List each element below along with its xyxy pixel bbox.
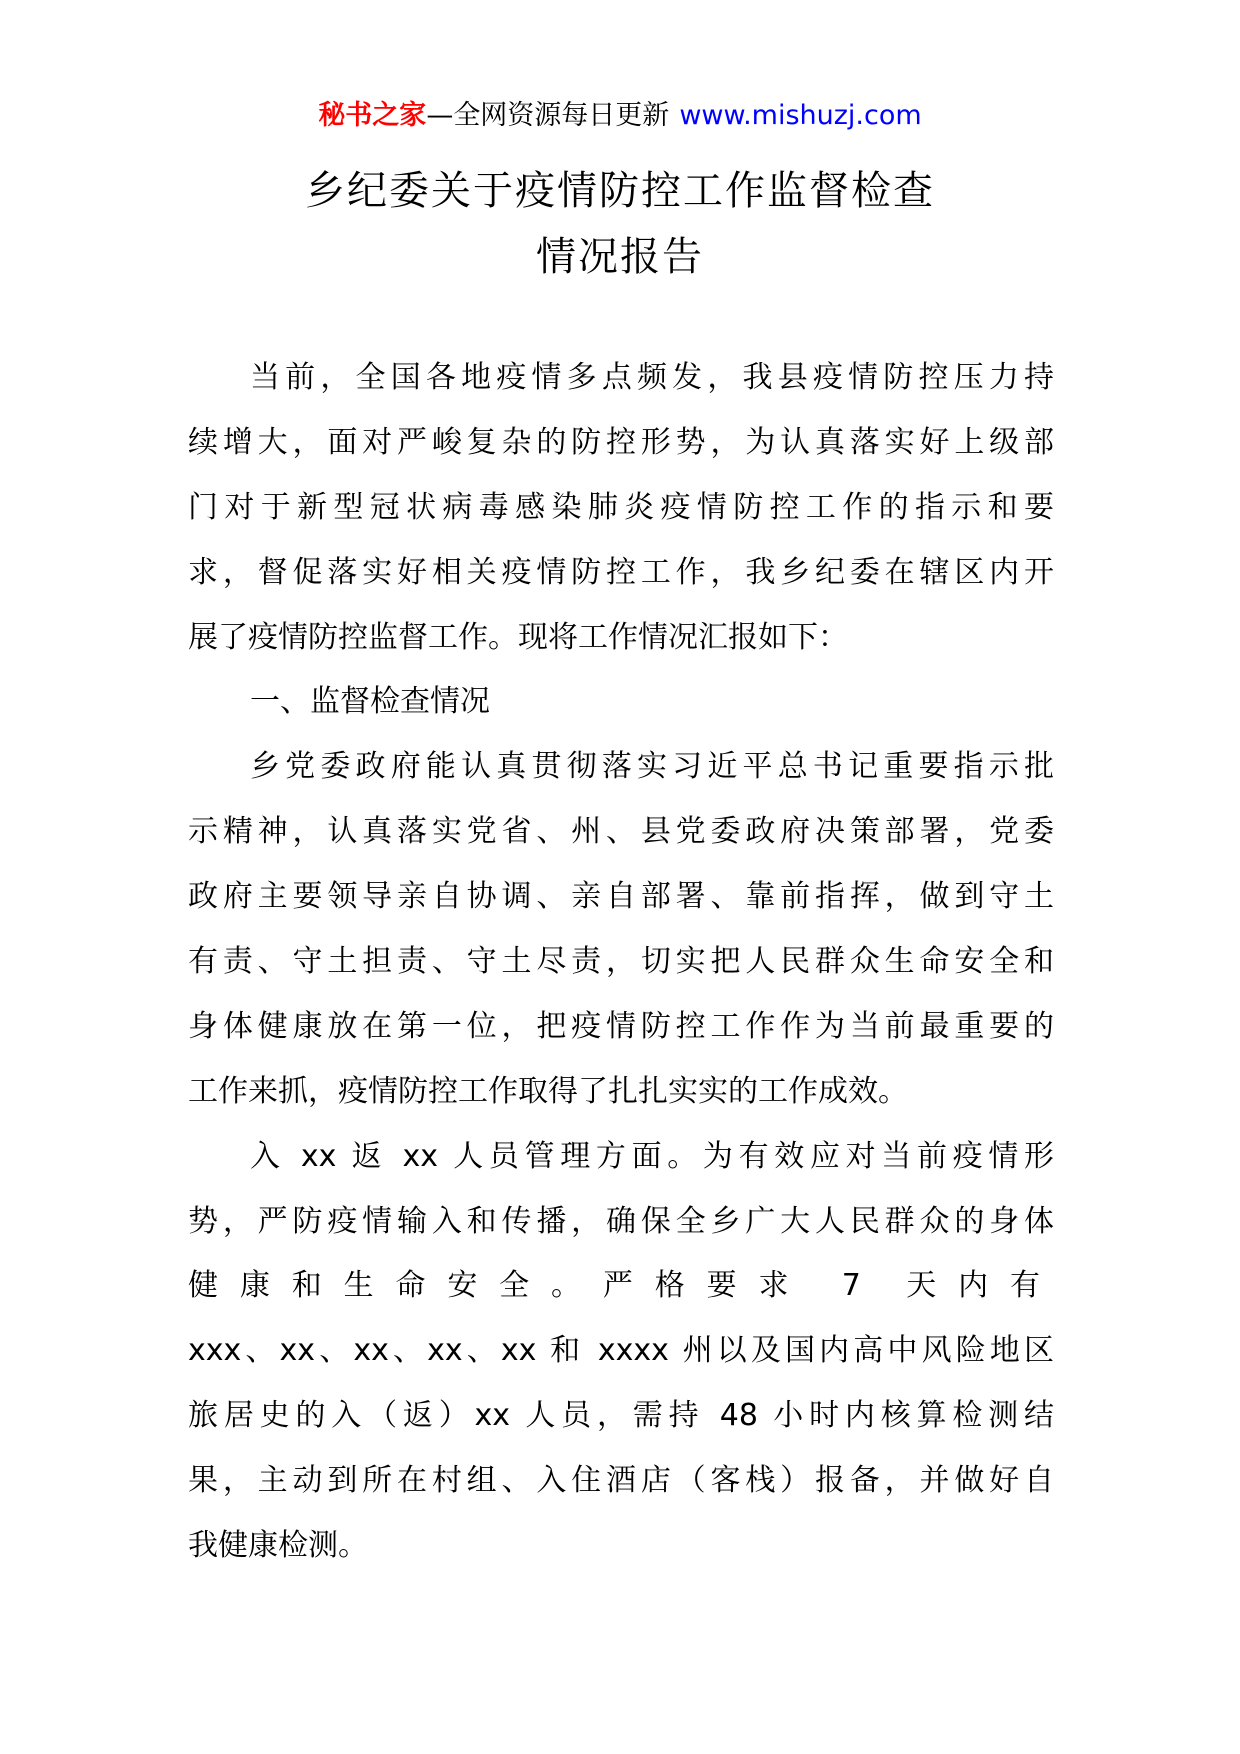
paragraph-line: 求，督促落实好相关疫情防控工作，我乡纪委在辖区内开	[188, 554, 1054, 590]
watermark-banner	[0, 98, 1240, 134]
document-body	[188, 360, 1054, 1593]
website-link[interactable]: www.mishuzj.com	[679, 100, 922, 131]
paragraph-line: 续增大，面对严峻复杂的防控形势，为认真落实好上级部	[188, 424, 1054, 460]
paragraph-line: 势，严防疫情输入和传播，确保全乡广大人民群众的身体	[188, 1203, 1054, 1239]
paragraph-line: 当前，全国各地疫情多点频发，我县疫情防控压力持	[250, 360, 1054, 395]
document-title-line-2: 情况报告	[536, 234, 704, 280]
paragraph-line: 果，主动到所在村组、入住酒店（客栈）报备，并做好自	[188, 1463, 1054, 1499]
paragraph-line: 示精神，认真落实党省、州、县党委政府决策部署，党委	[188, 814, 1054, 850]
brand-slogan: —全网资源每日更新	[426, 100, 670, 131]
document-title-line-1: 乡纪委关于疫情防控工作监督检查	[305, 168, 935, 214]
paragraph-line: 旅居史的入（返）xx 人员，需持 48 小时内核算检测结	[188, 1398, 1054, 1434]
paragraph-line: 展了疫情防控监督工作。现将工作情况汇报如下：	[188, 619, 848, 655]
paragraph-line: 入 xx 返 xx 人员管理方面。为有效应对当前疫情形	[250, 1138, 1054, 1174]
paragraph-line: 健康和生命安全。严格要求 7 天内有	[188, 1268, 1054, 1304]
paragraph-line: 门对于新型冠状病毒感染肺炎疫情防控工作的指示和要	[188, 489, 1054, 525]
paragraph-line: 有责、守土担责、守土尽责，切实把人民群众生命安全和	[188, 944, 1054, 980]
paragraph-line: 身体健康放在第一位，把疫情防控工作作为当前最重要的	[188, 1008, 1054, 1044]
brand-name: 秘书之家	[318, 100, 427, 131]
section-heading: 一、监督检查情况	[250, 684, 490, 720]
paragraph-line: 政府主要领导亲自协调、亲自部署、靠前指挥，做到守土	[188, 879, 1054, 915]
paragraph-line: 我健康检测。	[188, 1528, 368, 1564]
paragraph-line: 工作来抓，疫情防控工作取得了扎扎实实的工作成效。	[188, 1073, 908, 1109]
paragraph-line: xxx、xx、xx、xx、xx 和 xxxx 州以及国内高中风险地区	[188, 1333, 1054, 1369]
paragraph-line: 乡党委政府能认真贯彻落实习近平总书记重要指示批	[250, 749, 1054, 785]
